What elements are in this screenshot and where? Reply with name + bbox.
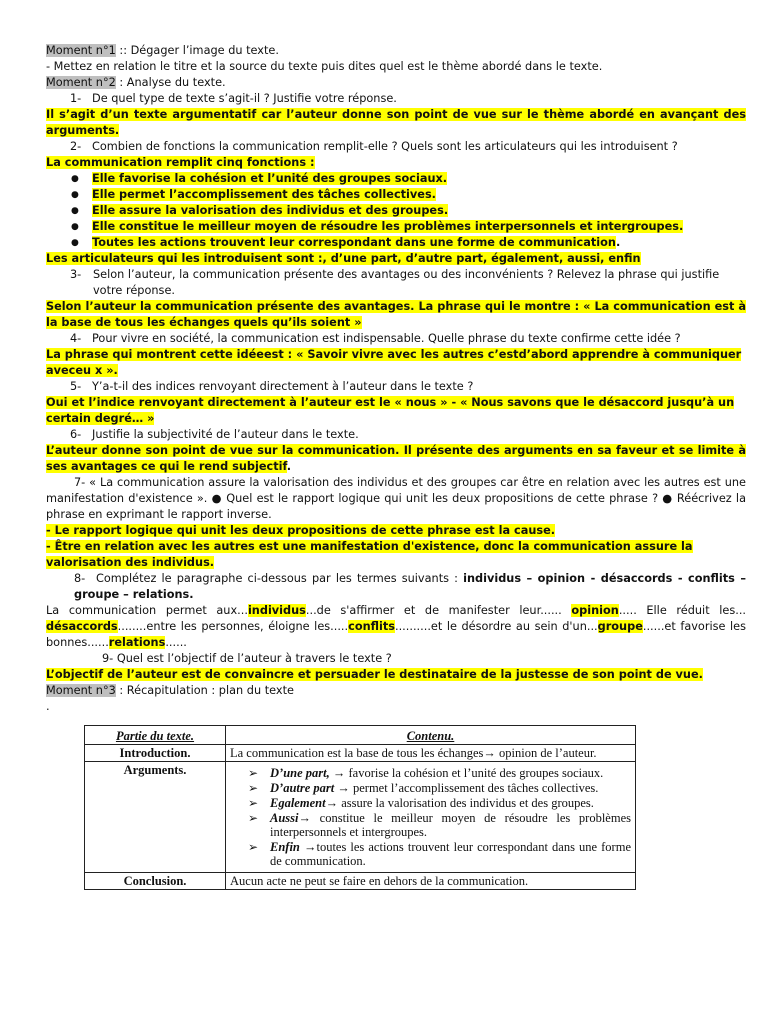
question-9: 9- Quel est l’objectif de l’auteur à travers le texte ? bbox=[102, 652, 392, 665]
answer-text: L’auteur donne son point de vue sur la communication. Il présente des arguments en sa faveur et se limite à ses avantages ce qui le rend subjectif bbox=[46, 444, 746, 473]
answer-6 bbox=[46, 443, 746, 475]
table-header-row bbox=[85, 726, 636, 745]
functions-list bbox=[46, 171, 746, 251]
paragraph-text: ..... Elle réduit les... bbox=[618, 604, 746, 617]
row-content-arguments bbox=[226, 762, 636, 873]
question-8: 8- Complétez le paragraphe ci-dessous par les termes suivants : individus – opinion - désaccords - conflits – groupe – relations. bbox=[74, 572, 747, 601]
answer-text: Il s’agit d’un texte argumentatif car l’auteur donne son point de vue sur le thème abordé en avançant des arguments. bbox=[46, 108, 746, 137]
list-item bbox=[46, 219, 746, 235]
question-number: 5- bbox=[70, 380, 82, 393]
moment-2-title: : Analyse du texte. bbox=[115, 76, 226, 89]
argument-item bbox=[230, 840, 631, 868]
answer-2-articulators bbox=[46, 251, 746, 267]
argument-item bbox=[230, 781, 631, 795]
completion-paragraph bbox=[46, 603, 746, 651]
argument-text: → favorise la cohésion et l’unité des groupes sociaux. bbox=[329, 766, 604, 780]
paragraph-text: ...de s'affirmer et de manifester leur...... bbox=[305, 604, 562, 617]
answer-text: La communication remplit cinq fonctions : bbox=[46, 156, 315, 169]
question-number: 3- bbox=[70, 268, 82, 281]
filled-word: individus bbox=[247, 604, 306, 617]
argument-connector: Aussi bbox=[270, 811, 299, 825]
question-text: Combien de fonctions la communication remplit-elle ? Quels sont les articulateurs qui les introduisent ? bbox=[92, 140, 678, 153]
row-label-conclusion: Conclusion. bbox=[85, 873, 226, 890]
row-content-introduction: La communication est la base de tous les échanges→ opinion de l’auteur. bbox=[226, 745, 636, 762]
argument-item bbox=[230, 796, 631, 810]
answer-end: . bbox=[286, 460, 292, 473]
question-text: Y’a-t-il des indices renvoyant directement à l’auteur dans le texte ? bbox=[92, 380, 474, 393]
moment-1-label: Moment n°1 bbox=[46, 44, 116, 57]
question-7: 7- « La communication assure la valorisation des individus et des groupes car être en relation avec les autres est une manifestation d'existence ». ● Quel est le rapport logique qui unit les deux propositions de cette phrase ? ● Réécrivez la phrase en exprimant le rapport inverse. bbox=[46, 476, 746, 521]
filled-word: opinion bbox=[571, 604, 619, 617]
question-3 bbox=[46, 267, 746, 299]
list-item-end: . bbox=[615, 236, 621, 249]
moment-3-label: Moment n°3 bbox=[46, 684, 116, 697]
header-part: Partie du texte. bbox=[85, 726, 226, 745]
question-text: De quel type de texte s’agit-il ? Justifie votre réponse. bbox=[92, 92, 397, 105]
answer-text: L’objectif de l’auteur est de convaincre et persuader le destinataire de la justesse de son point de vue. bbox=[46, 668, 703, 681]
argument-text: → constitue le meilleur moyen de résoudre les problèmes interpersonnels et intergroupes. bbox=[270, 811, 631, 839]
table-row bbox=[85, 762, 636, 873]
moment-1-title: :: Dégager l’image du texte. bbox=[115, 44, 279, 57]
argument-text: → permet l’accomplissement des tâches collectives. bbox=[334, 781, 599, 795]
plan-table bbox=[84, 725, 636, 890]
terms-list: individus – opinion - désaccords - conflits – groupe – relations bbox=[74, 572, 747, 601]
answer-3 bbox=[46, 299, 746, 331]
filled-word: relations bbox=[108, 636, 166, 649]
question-6 bbox=[46, 427, 746, 443]
argument-item bbox=[230, 811, 631, 839]
paragraph-text: ........entre les personnes, éloigne les..... bbox=[117, 620, 349, 633]
paragraph-text: ......et favorise les bonnes...... bbox=[46, 620, 746, 649]
table-row bbox=[85, 745, 636, 762]
answer-text: Selon l’auteur la communication présente des avantages. La phrase qui le montre : « La communication est à la base de tous les échanges quels qu’ils soient » bbox=[46, 300, 746, 329]
question-number: 8- bbox=[74, 572, 86, 585]
question-number: 1- bbox=[70, 92, 82, 105]
question-4 bbox=[46, 331, 746, 347]
moment-3-title: : Récapitulation : plan du texte bbox=[115, 684, 294, 697]
table-row bbox=[85, 873, 636, 890]
question-text: Complétez le paragraphe ci-dessous par les termes suivants : bbox=[96, 572, 464, 585]
argument-text: → assure la valorisation des individus et des groupes. bbox=[325, 796, 594, 810]
row-content-conclusion: Aucun acte ne peut se faire en dehors de la communication. bbox=[226, 873, 636, 890]
row-label-introduction: Introduction. bbox=[85, 745, 226, 762]
answer-7-b bbox=[46, 539, 746, 571]
answer-text: La phrase qui montrent cette idéeest : « Savoir vivre avec les autres c’estd’abord apprendre à communiquer aveceu x ». bbox=[46, 348, 742, 377]
stray-dot: . bbox=[46, 700, 50, 713]
argument-text: →toutes les actions trouvent leur correspondant dans une forme de communication. bbox=[270, 840, 631, 868]
row-label-arguments: Arguments. bbox=[85, 762, 226, 873]
argument-connector: D’autre part bbox=[270, 781, 335, 795]
answer-7-a bbox=[46, 523, 746, 539]
answer-5 bbox=[46, 395, 746, 427]
argument-connector: Egalement bbox=[270, 796, 326, 810]
question-number: 6- bbox=[70, 428, 82, 441]
answer-2-intro bbox=[46, 155, 746, 171]
question-number: 2- bbox=[70, 140, 82, 153]
list-item-text: Elle permet l’accomplissement des tâches collectives. bbox=[92, 188, 436, 201]
question-2 bbox=[46, 139, 746, 155]
list-item-text: Elle assure la valorisation des individus et des groupes. bbox=[92, 204, 449, 217]
list-item bbox=[46, 171, 746, 187]
list-item bbox=[46, 187, 746, 203]
question-text: Justifie la subjectivité de l’auteur dans le texte. bbox=[92, 428, 359, 441]
paragraph-text: ..........et le désordre au sein d'un... bbox=[395, 620, 598, 633]
list-item-text: Elle favorise la cohésion et l’unité des groupes sociaux. bbox=[92, 172, 448, 185]
question-number: 4- bbox=[70, 332, 82, 345]
argument-connector: D’une part, bbox=[270, 766, 330, 780]
answer-text: Les articulateurs qui les introduisent sont :, d’une part, d’autre part, également, aussi, enfin bbox=[46, 252, 641, 265]
answer-4 bbox=[46, 347, 746, 379]
filled-word: groupe bbox=[597, 620, 643, 633]
filled-word: conflits bbox=[348, 620, 395, 633]
moment-2-heading bbox=[46, 75, 746, 91]
paragraph-text: La communication permet aux... bbox=[46, 604, 248, 617]
question-text: Pour vivre en société, la communication est indispensable. Quelle phrase du texte confirme cette idée ? bbox=[92, 332, 681, 345]
moment-1-heading bbox=[46, 43, 746, 59]
answer-1 bbox=[46, 107, 746, 139]
list-item-text: Toutes les actions trouvent leur correspondant dans une forme de communication bbox=[92, 236, 616, 249]
answer-text: Oui et l’indice renvoyant directement à l’auteur est le « nous » - « Nous savons que le désaccord jusqu’à un certain degré… » bbox=[46, 396, 735, 425]
header-content: Contenu. bbox=[226, 726, 636, 745]
argument-connector: Enfin bbox=[270, 840, 300, 854]
moment-1-instruction: - Mettez en relation le titre et la source du texte puis dites quel est le thème abordé dans le texte. bbox=[46, 60, 603, 73]
question-5 bbox=[46, 379, 746, 395]
list-item-text: Elle constitue le meilleur moyen de résoudre les problèmes interpersonnels et intergroupes. bbox=[92, 220, 684, 233]
answer-9 bbox=[46, 667, 746, 683]
answer-text: - Être en relation avec les autres est une manifestation d'existence, donc la communication assure la valorisation des individus. bbox=[46, 540, 693, 569]
answer-text: - Le rapport logique qui unit les deux propositions de cette phrase est la cause. bbox=[46, 524, 556, 537]
filled-word: désaccords bbox=[46, 620, 118, 633]
moment-2-label: Moment n°2 bbox=[46, 76, 116, 89]
list-item bbox=[46, 235, 746, 251]
question-1 bbox=[46, 91, 746, 107]
question-text: Selon l’auteur, la communication présente des avantages ou des inconvénients ? Relevez la phrase qui justifie votre réponse. bbox=[93, 268, 720, 297]
list-item bbox=[46, 203, 746, 219]
moment-3-heading bbox=[46, 683, 746, 699]
paragraph-text: ...... bbox=[165, 636, 187, 649]
argument-item bbox=[230, 766, 631, 780]
plan-table-wrapper bbox=[84, 725, 746, 890]
